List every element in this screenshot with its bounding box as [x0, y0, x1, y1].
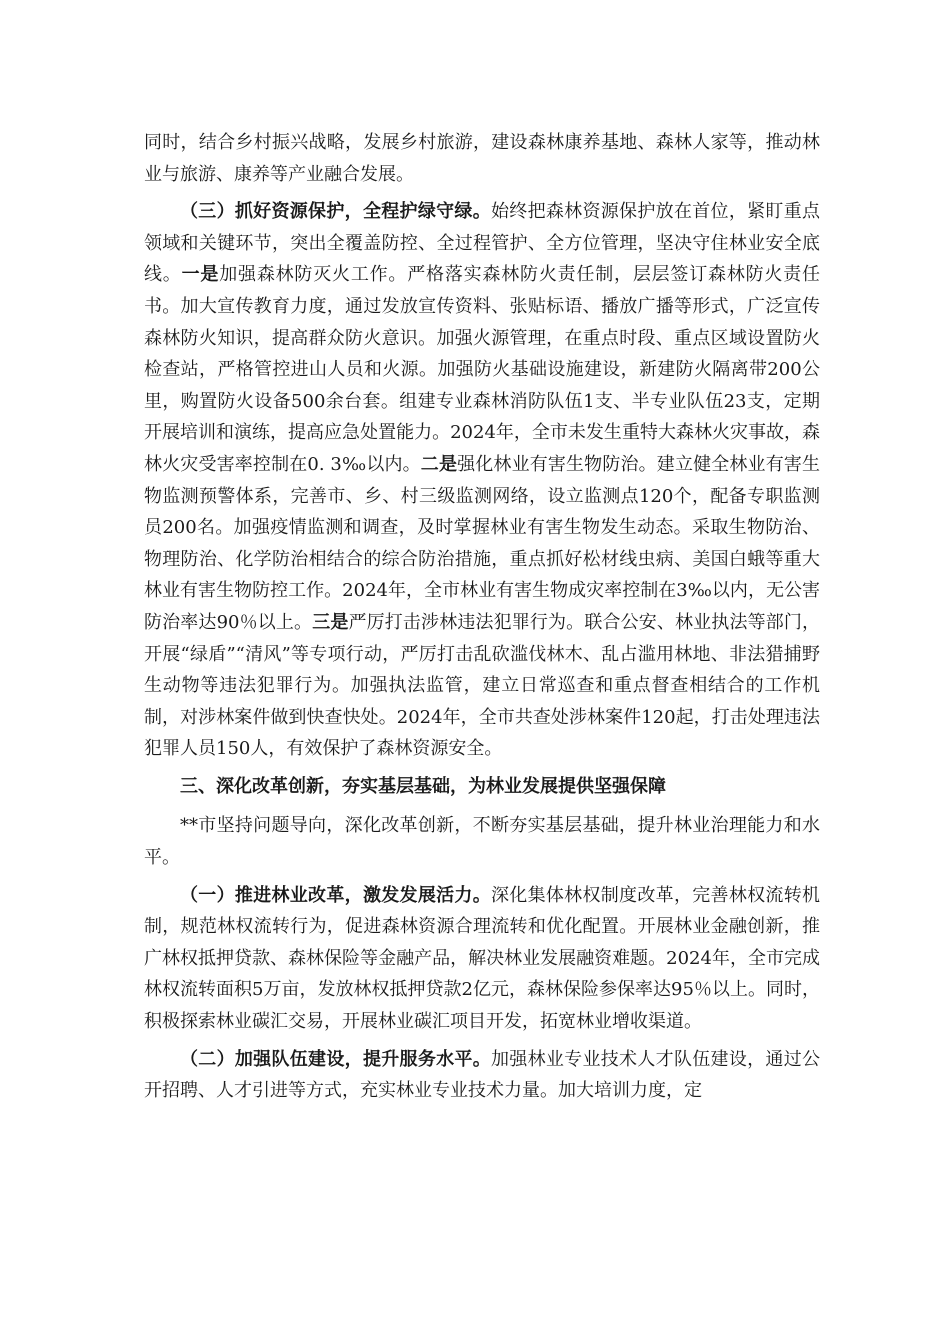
paragraph-resource-protection — [144, 196, 820, 765]
section-lead-heading: （三）抓好资源保护，全程护绿守绿。 — [180, 201, 491, 223]
paragraph-text: **市坚持问题导向，深化改革创新，不断夯实基层基础，提升林业治理能力和水平。 — [144, 815, 820, 869]
paragraph-text: 强化林业有害生物防治。建立健全林业有害生物监测预警体系，完善市、乡、村三级监测网络，设立监测点120个，配备专职监测员200名。加强疫情监测和调查，及时掌握林业有害生物发生动态。采取生物防治、物理防治、化学防治相结合的综合防治措施，重点抓好松材线虫病、美国白蛾等重大林业有害生物防控工作。2024年，全市林业有害生物成灾率控制在3‰以内，无公害防治率达90％以上。 — [144, 453, 821, 633]
item-marker: 二是 — [420, 453, 458, 475]
item-marker: 三是 — [312, 611, 349, 633]
paragraph-text: 深化集体林权制度改革，完善林权流转机制，规范林权流转行为，促进森林资源合理流转和优化配置。开展林业金融创新，推广林权抵押贷款、森林保险等金融产品，解决林业发展融资难题。2024年，全市完成林权流转面积5万亩，发放林权抵押贷款2亿元，森林保险参保率达95％以上。同时，积极探索林业碳汇交易，开展林业碳汇项目开发，拓宽林业增收渠道。 — [144, 884, 820, 1033]
item-marker: 一是 — [181, 264, 220, 286]
paragraph-text: 加强森林防灭火工作。严格落实森林防火责任制，层层签订森林防火责任书。加大宣传教育力度，通过发放宣传资料、张贴标语、播放广播等形式，广泛宣传森林防火知识，提高群众防火意识。加强火源管理，在重点时段、重点区域设置防火检查站，严格管控进山人员和火源。加强防火基础设施建设，新建防火隔离带200公里，购置防火设备500余台套。组建专业森林消防队伍1支、半专业队伍23支，定期开展培训和演练，提高应急处置能力。2024年，全市未发生重特大森林火灾事故，森林火灾受害率控制在0. 3‰以内。 — [144, 264, 821, 475]
paragraph-rural-tourism — [144, 127, 820, 190]
paragraph-intro — [144, 810, 820, 873]
paragraph-team-building — [144, 1044, 820, 1107]
section-lead-heading: （一）推进林业改革，激发发展活力。 — [180, 884, 491, 906]
section-heading: 三、深化改革创新，夯实基层基础，为林业发展提供坚强保障 — [180, 775, 666, 797]
paragraph-text: 同时，结合乡村振兴战略，发展乡村旅游，建设森林康养基地、森林人家等，推动林业与旅游、康养等产业融合发展。 — [144, 132, 820, 185]
section-lead-heading: （二）加强队伍建设，提升服务水平。 — [180, 1048, 491, 1070]
paragraph-forestry-reform — [144, 880, 820, 1038]
document-body — [144, 127, 820, 1113]
paragraph-text: 严厉打击涉林违法犯罪行为。联合公安、林业执法等部门，开展“绿盾”“清风”等专项行动，严厉打击乱砍滥伐林木、乱占滥用林地、非法猎捕野生动物等违法犯罪行为。加强执法监管，建立日常巡查和重点督查相结合的工作机制，对涉林案件做到快查快处。2024年，全市共查处涉林案件120起，打击处理违法犯罪人员150人，有效保护了森林资源安全。 — [144, 611, 821, 760]
paragraph-text: 加强林业专业技术人才队伍建设，通过公开招聘、人才引进等方式，充实林业专业技术力量。加大培训力度，定 — [144, 1048, 820, 1102]
paragraph-text: 始终把森林资源保护放在首位，紧盯重点领域和关键环节，突出全覆盖防控、全过程管护、全方位管理，坚决守住林业安全底线。 — [144, 201, 820, 286]
